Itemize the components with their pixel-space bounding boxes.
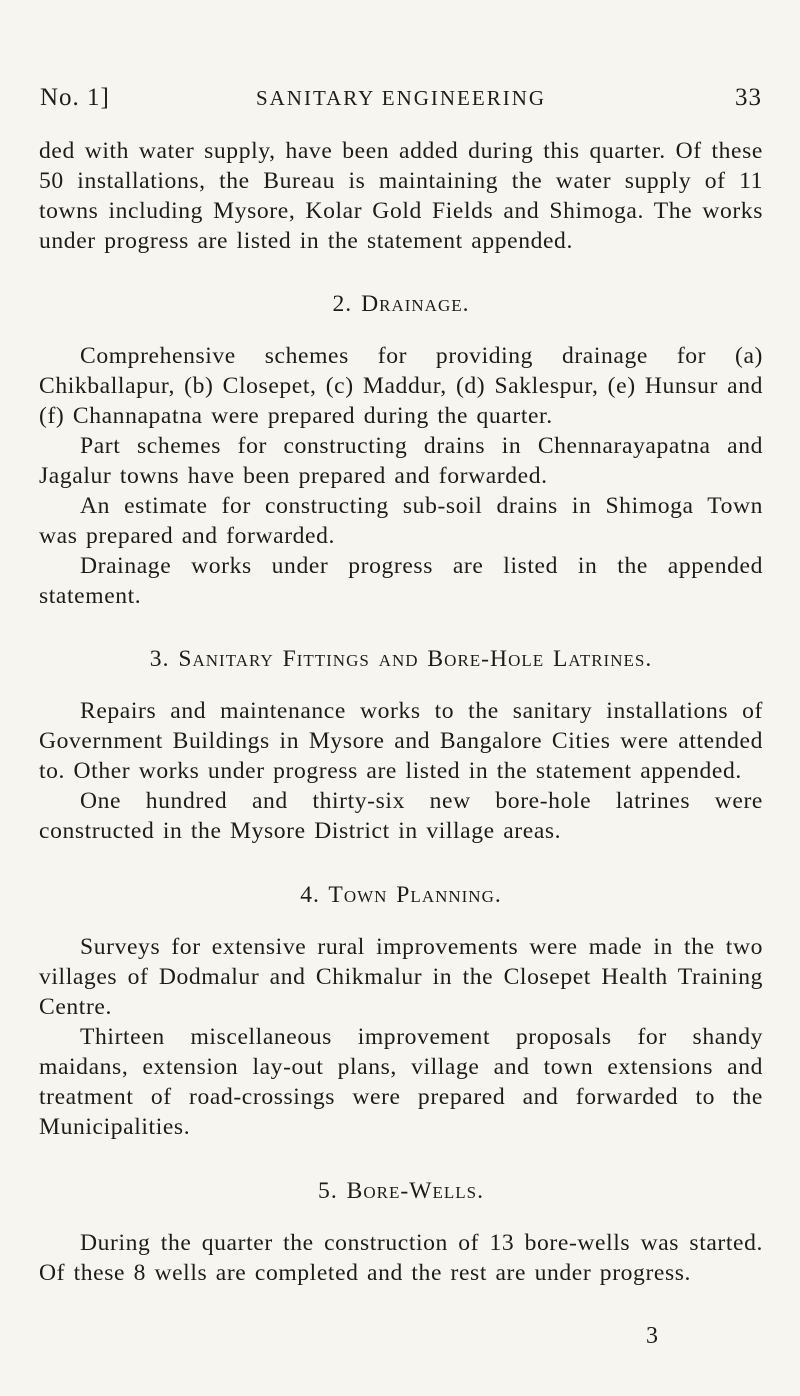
paragraph-surveys: Surveys for extensive rural improvements were made in the two villages of Dodmalur and Chikmalur in the Closepet Health Training Centre.	[39, 934, 763, 1020]
folio: 33	[735, 84, 762, 111]
paragraph-drainage-schemes: Comprehensive schemes for providing drainage for (a) Chikballapur, (b) Closepet, (c) Maddur, (d) Saklespur, (e) Hunsur and (f) Channapatna were prepared during the quarter.	[39, 343, 763, 429]
paragraph-bore-hole-latrines: One hundred and thirty-six new bore-hole latrines were constructed in the Mysore District in village areas.	[39, 788, 763, 844]
heading-bore-wells-text: 5. Bore-Wells.	[318, 1178, 484, 1204]
section-number: No. 1]	[40, 84, 110, 111]
running-title: SANITARY ENGINEERING	[255, 86, 547, 110]
heading-sanitary-fittings-text: 3. Sanitary Fittings and Bore-Hole Latrines.	[149, 646, 653, 672]
body-text	[39, 136, 763, 1288]
paragraph-sub-soil-drains: An estimate for constructing sub-soil drains in Shimoga Town was prepared and forwarded.	[39, 493, 763, 549]
paragraph-repairs: Repairs and maintenance works to the sanitary installations of Government Buildings in Mysore and Bangalore Cities were attended to. Other works under progress are listed in the statement appended.	[39, 698, 763, 784]
page-number: 3	[646, 1323, 658, 1349]
heading-sanitary-fittings	[39, 644, 763, 674]
paragraph-water-supply-continued: ded with water supply, have been added during this quarter. Of these 50 installations, the Bureau is maintaining the water supply of 11 towns including Mysore, Kolar Gold Fields and Shimoga. The works under progress are listed in the statement appended.	[39, 138, 763, 254]
heading-drainage-text: 2. Drainage.	[332, 291, 470, 317]
running-head	[40, 84, 762, 118]
paragraph-drainage-works: Drainage works under progress are listed in the appended statement.	[39, 553, 763, 609]
paragraph-improvement-proposals: Thirteen miscellaneous improvement proposals for shandy maidans, extension lay-out plans, village and town extensions and treatment of road-crossings were prepared and forwarded to the Municipalities.	[39, 1024, 763, 1140]
heading-town-planning	[39, 880, 763, 910]
heading-drainage	[39, 289, 763, 319]
paragraph-part-schemes: Part schemes for constructing drains in Chennarayapatna and Jagalur towns have been prepared and forwarded.	[39, 433, 763, 489]
heading-town-planning-text: 4. Town Planning.	[300, 882, 502, 908]
heading-bore-wells	[39, 1176, 763, 1206]
paragraph-bore-wells: During the quarter the construction of 13 bore-wells was started. Of these 8 wells are completed and the rest are under progress.	[39, 1230, 763, 1286]
